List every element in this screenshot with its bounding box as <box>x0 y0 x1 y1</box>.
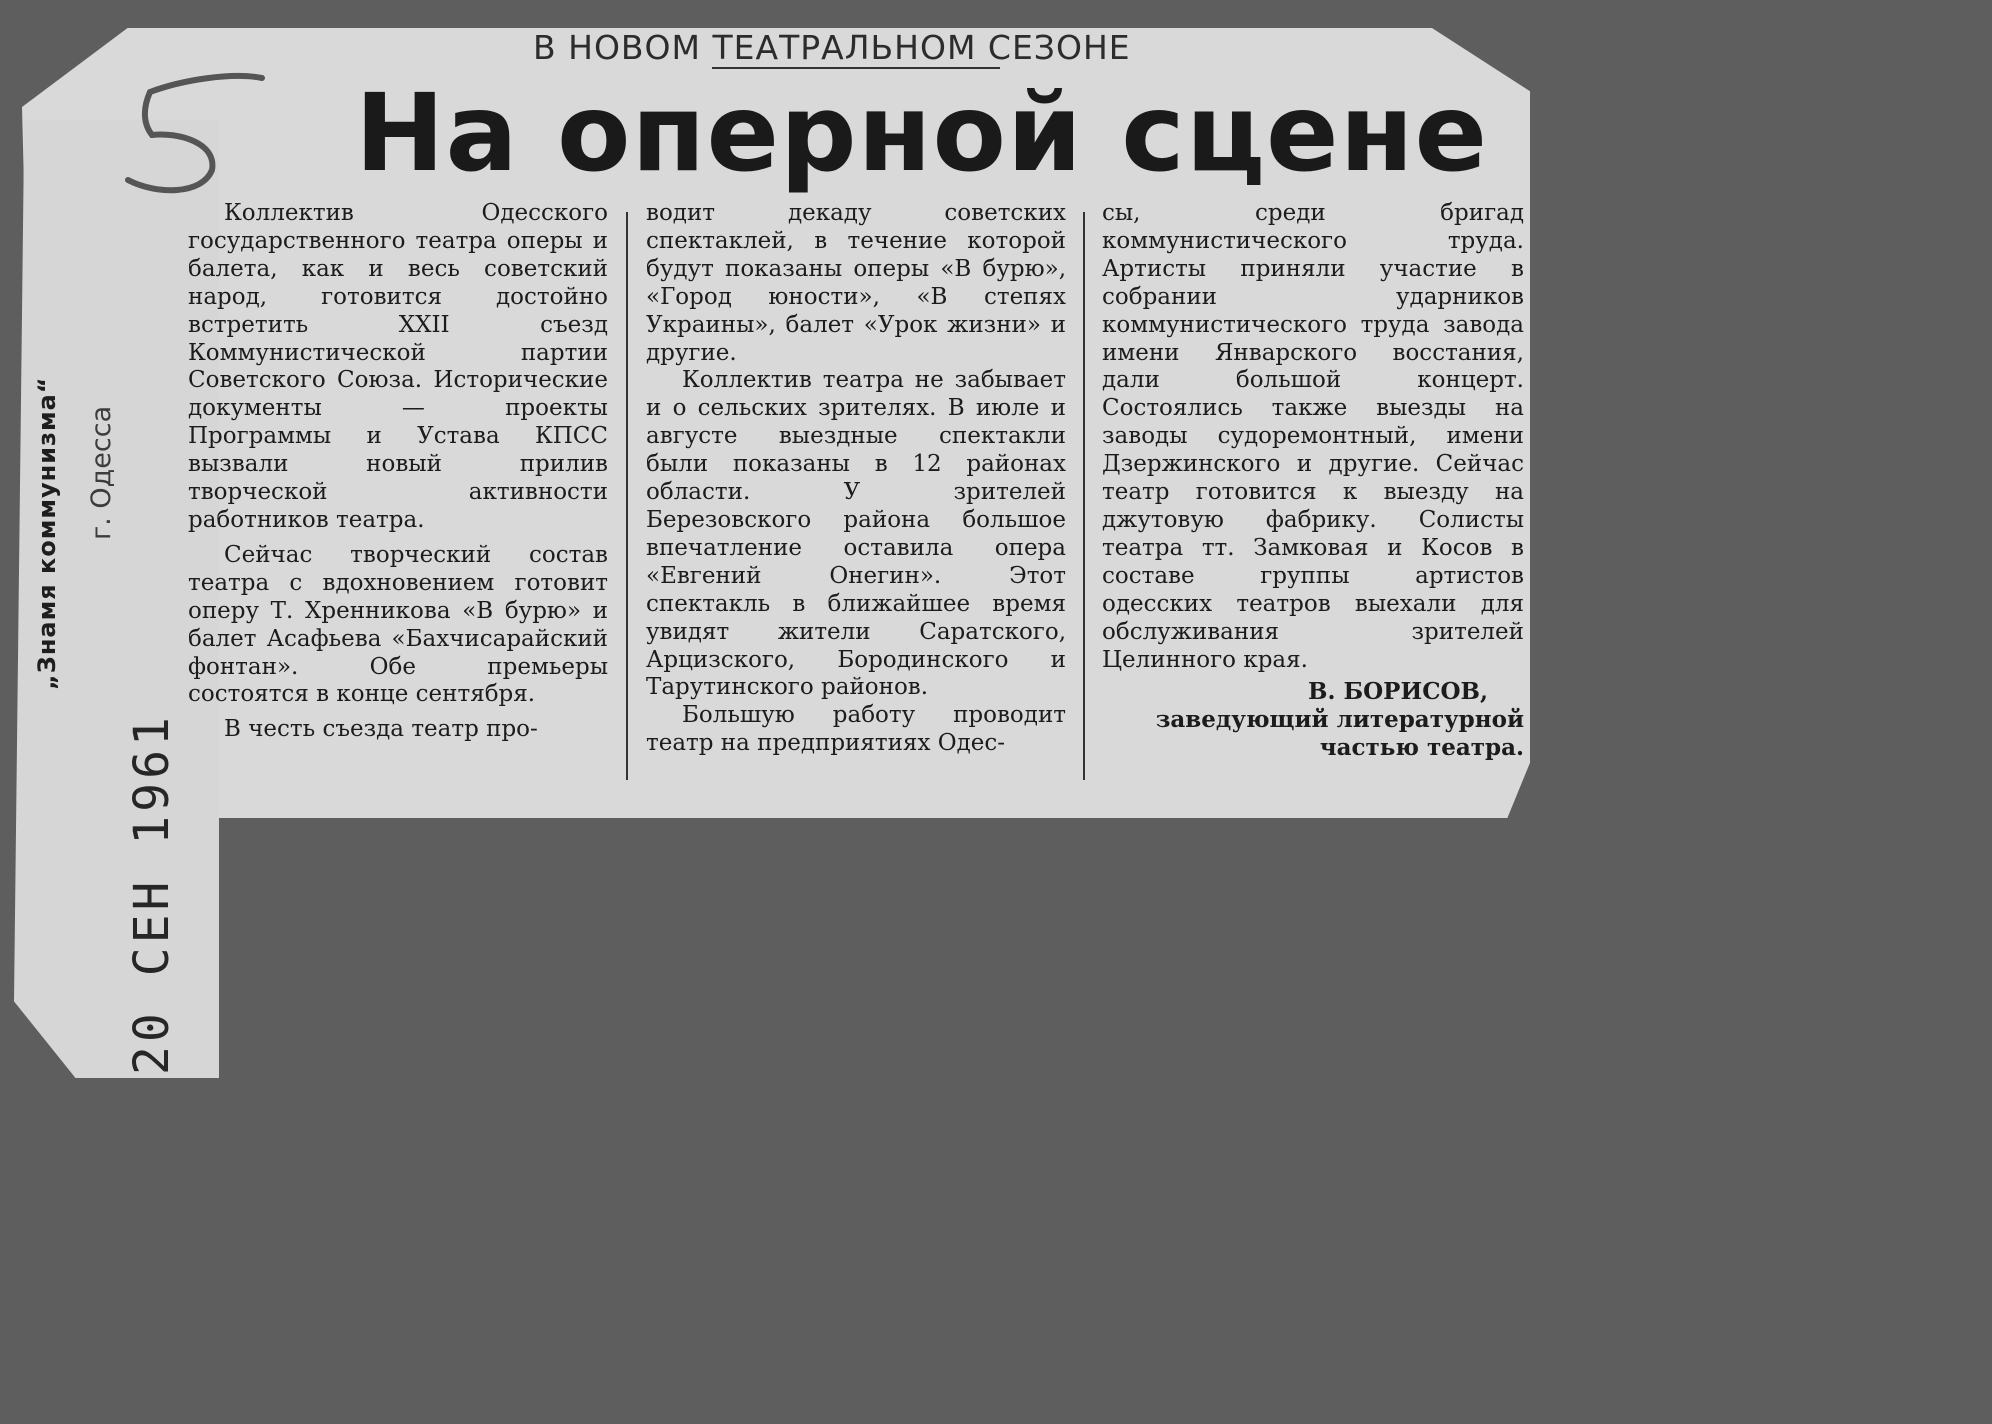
paragraph: Большую работу проводит театр на предприятиях Одес- <box>646 702 1066 757</box>
column-divider <box>1083 212 1085 780</box>
city-stamp: г. Одесса <box>86 405 117 540</box>
paragraph: сы, среди бригад коммунистического труда. Артисты приняли участие в собрании ударников коммунистического труда завода имени Январского восстания, дали большой концерт. Состоялись также выезды на заводы судоремонтный, имени Дзержинского и другие. Сейчас театр готовится к выезду на джутовую фабрику. Солисты театра тт. Замковая и Косов в составе группы артистов одесских театров выехали для обслуживания зрителей Целинного края. <box>1102 200 1524 673</box>
article-column-3 <box>1102 200 1524 762</box>
newspaper-name-stamp: „Знамя коммунизма“ <box>33 376 61 690</box>
article-column-2 <box>646 200 1066 758</box>
date-stamp: 20 СЕН 1961 <box>124 713 180 1075</box>
article-headline: На оперной сцене <box>355 72 1489 196</box>
author-role: заведующий литературной частью театра. <box>1155 706 1524 762</box>
paragraph: Коллектив Одесского государственного театра оперы и балета, как и весь советский народ, готовится достойно встретить XXII съезд Коммунистической партии Советского Союза. Исторические документы — проекты Программы и Устава КПСС вызвали новый прилив творческой активности работников театра. <box>188 200 608 533</box>
kicker-underline <box>712 67 1000 69</box>
author-name: В. БОРИСОВ, <box>1308 678 1488 706</box>
paragraph: В честь съезда театр про- <box>224 716 538 743</box>
column-divider <box>626 212 628 780</box>
paragraph: Сейчас творческий состав театра с вдохновением готовит оперу Т. Хренникова «В бурю» и балет Асафьева «Бахчисарайский фонтан». Обе премьеры состоятся в конце сентября. <box>188 541 608 708</box>
handwritten-number-mark <box>122 70 267 200</box>
paragraph: водит декаду советских спектаклей, в течение которой будут показаны оперы «В бурю», «Город юности», «В степях Украины», балет «Урок жизни» и другие. <box>646 200 1066 366</box>
article-column-1 <box>188 200 608 744</box>
paragraph: Коллектив театра не забывает и о сельских зрителях. В июле и августе выездные спектакли были показаны в 12 районах области. У зрителей Березовского района большое впечатление оставила опера «Евгений Онегин». Этот спектакль в ближайшее время увидят жители Саратского, Арцизского, Бородинского и Тарутинского районов. <box>646 367 1066 701</box>
section-kicker: В НОВОМ ТЕАТРАЛЬНОМ СЕЗОНЕ <box>533 28 1131 67</box>
